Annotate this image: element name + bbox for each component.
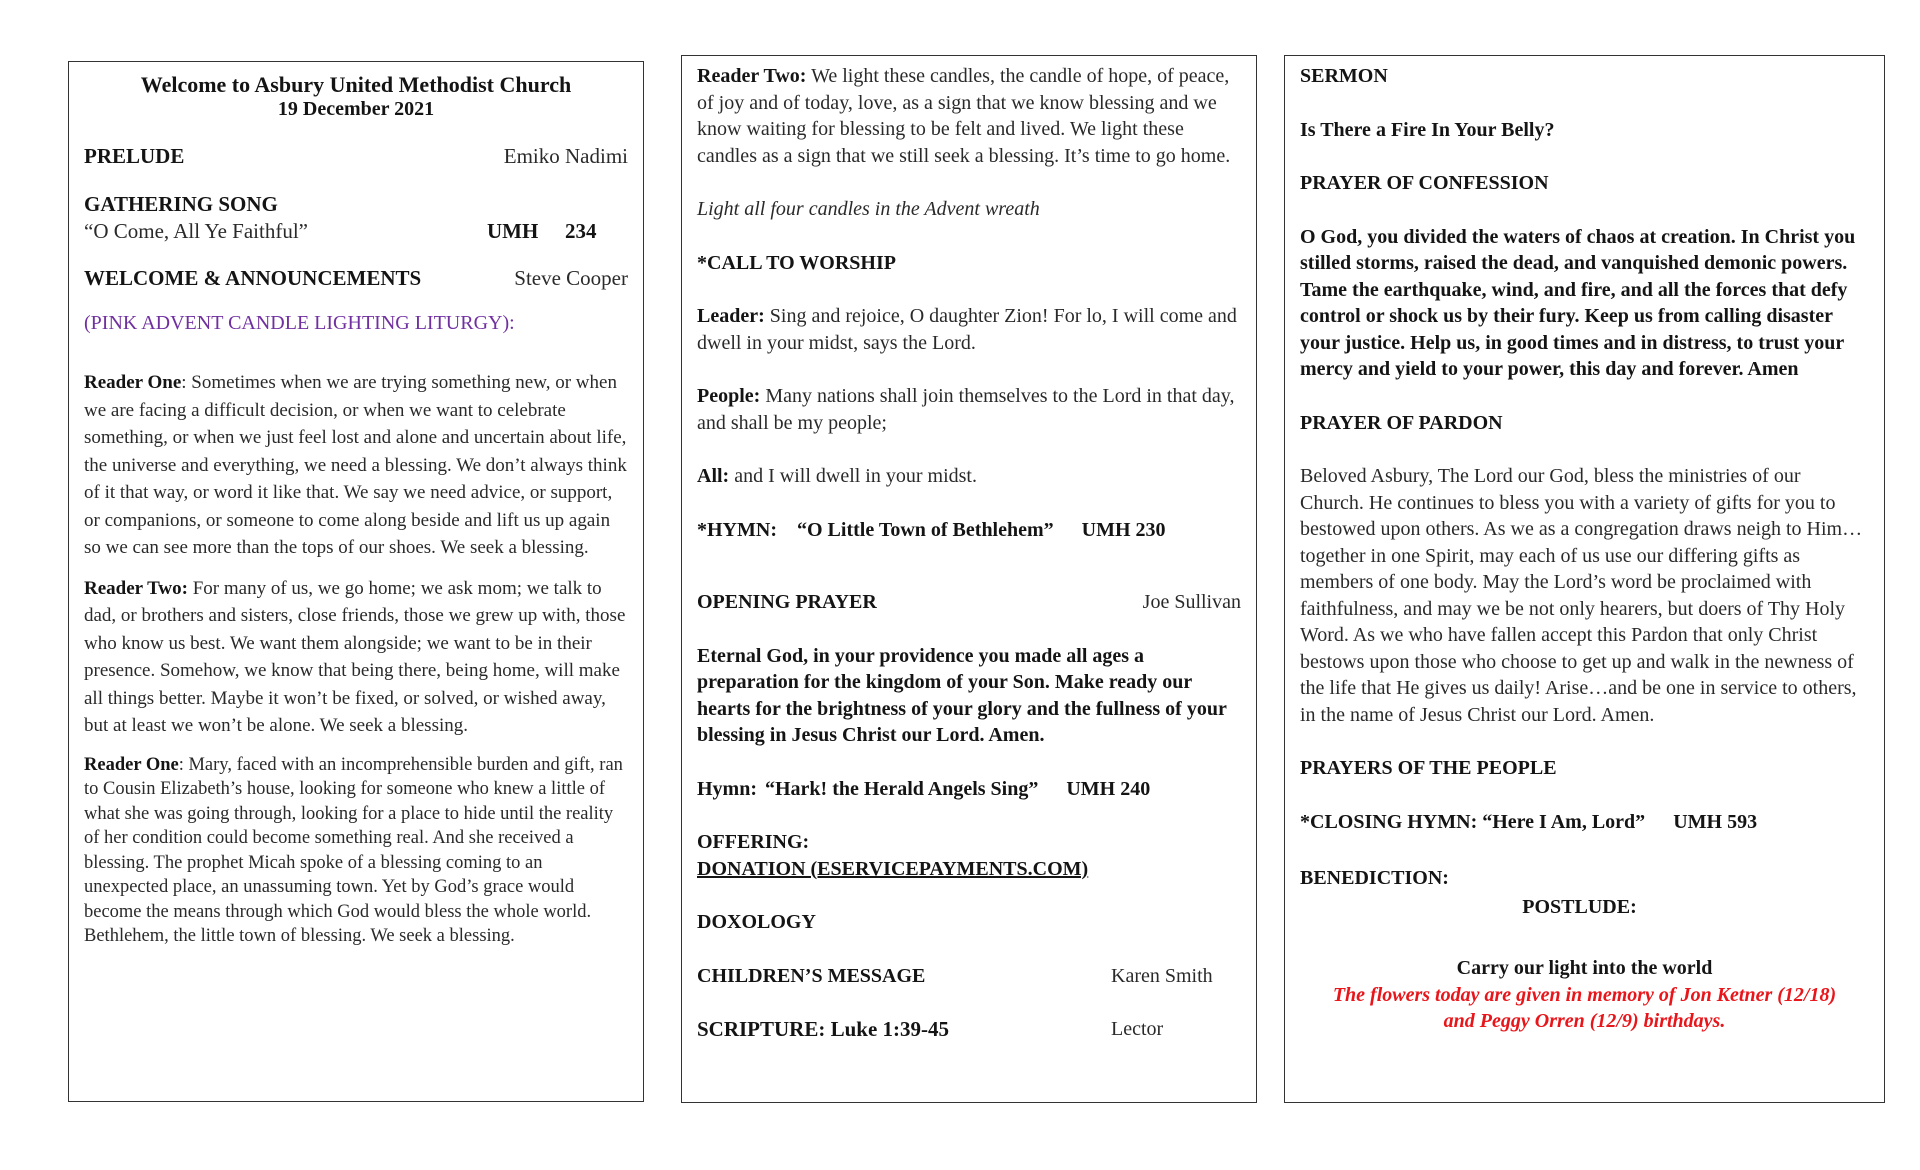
hymn-bethlehem-row	[697, 517, 1241, 544]
people-label: People:	[697, 385, 761, 408]
hymn-bethlehem-label: *HYMN:	[697, 518, 777, 541]
benediction-label: BENEDICTION:	[1300, 867, 1449, 889]
pardon-text: Beloved Asbury, The Lord our God, bless the ministries of our Church. He continues to bless you with a variety of gifts for you to bestowed upon others. As we as a congregation draws neigh to Him…together in one Spirit, may each of us use our differing gifts as members of one body. May the Lord’s word be proclaimed with faithfulness, and may we be not only hearers, but doers of Thy Holy Word. As we who have fallen accept this Pardon that only Christ bestows upon those who choose to get up and walk in the newness of the life that He gives us daily! Arise…and be one in service to others, in the name of Jesus Christ our Lord. Amen.	[1300, 465, 1863, 726]
reader-one-paragraph	[84, 369, 628, 562]
closing-hymn-label: *CLOSING HYMN: “Here I Am, Lord”	[1300, 810, 1646, 833]
sermon-title: Is There a Fire In Your Belly?	[1300, 118, 1555, 141]
light-candles-instruction: Light all four candles in the Advent wreath	[697, 198, 1040, 221]
reader-one-label: Reader One	[84, 372, 182, 393]
all-text: and I will dwell in your midst.	[729, 465, 977, 488]
reader-two-candles-label: Reader Two:	[697, 65, 807, 87]
confession-text: O God, you divided the waters of chaos at creation. In Christ you stilled storms, raised the dead, and vanquished demonic powers. Tame the earthquake, wind, and fire, and all the forces that defy control or shock us by their fury. Keep us from calling disaster your justice. Help us, in good times and in distress, to trust your mercy and yield to your power, this day and forever. Amen	[1300, 225, 1856, 380]
all-label: All:	[697, 465, 730, 488]
scripture-person: Lector	[1111, 1018, 1164, 1041]
gathering-song-row	[84, 218, 628, 245]
prelude-person: Emiko Nadimi	[503, 144, 628, 168]
bulletin-panel-middle	[681, 55, 1257, 1103]
call-to-worship-label: *CALL TO WORSHIP	[697, 251, 896, 274]
carry-light-line: Carry our light into the world	[1456, 957, 1713, 979]
reader-two-candles-text: We light these candles, the candle of hope, of peace, of joy and of today, love, as a sign that we know blessing and we know waiting for blessing to be felt and lived. We light these candles as a sign that we still seek a blessing. It’s time to go home.	[697, 65, 1231, 167]
hymn-bethlehem-number: UMH 230	[1081, 518, 1166, 541]
people-text: Many nations shall join themselves to the Lord in that day, and shall be my people;	[697, 385, 1235, 434]
welcome-person: Steve Cooper	[514, 266, 628, 290]
childrens-message-label: CHILDREN’S MESSAGE	[697, 964, 926, 987]
reader-one-text: : Sometimes when we are trying something new, or when we are facing a difficult decision, or when we want to celebrate something, or when we just feel lost and alone and uncertain about life, the universe and everything, we need a blessing. We don’t always think of it that way, or word it like that. We say we need advice, or support, or companions, or someone to come along beside and lift us up again so we can see more than the tops of our shoes. We seek a blessing.	[84, 372, 627, 558]
flowers-dedication: The flowers today are given in memory of Jon Ketner (12/18) and Peggy Orren (12/9) birthdays.	[1332, 983, 1837, 1032]
welcome-label: WELCOME & ANNOUNCEMENTS	[84, 266, 422, 290]
reader-one-second-paragraph	[84, 753, 628, 949]
reader-one-second-text: : Mary, faced with an incomprehensible burden and gift, ran to Cousin Elizabeth’s house, looking for someone who knew a little of what she was going through, looking for a place to hide until the reality of her condition could become something real. And she received a blessing. The prophet Micah spoke of a blessing coming to an unexpected place, an unassuming town. Yet by God’s grace would become the means through which God would bless the whole world. Bethlehem, the little town of blessing. We seek a blessing.	[84, 754, 623, 946]
closing-hymn-number: UMH 593	[1673, 810, 1758, 833]
welcome-row	[84, 265, 628, 292]
hymn-herald-label: Hymn:	[697, 777, 757, 800]
scripture-label: SCRIPTURE: Luke 1:39-45	[697, 1017, 950, 1042]
hymn-herald-title: “Hark! the Herald Angels Sing”	[765, 777, 1039, 800]
hymn-herald-row	[697, 776, 1241, 803]
prelude-label: PRELUDE	[84, 144, 185, 168]
reader-two-label: Reader Two:	[84, 577, 188, 599]
opening-prayer-label: OPENING PRAYER	[697, 591, 877, 614]
church-welcome-title: Welcome to Asbury United Methodist Church	[140, 72, 572, 97]
sermon-label: SERMON	[1300, 65, 1388, 87]
gathering-label: GATHERING SONG	[84, 192, 278, 216]
prelude-row	[84, 143, 628, 170]
leader-text: Sing and rejoice, O daughter Zion! For lo, I will come and dwell in your midst, says the Lord.	[697, 305, 1237, 354]
reader-two-paragraph	[84, 575, 628, 740]
childrens-message-person: Karen Smith	[1111, 964, 1213, 987]
childrens-message-row	[697, 963, 1241, 990]
people-line	[697, 383, 1241, 436]
donation-link[interactable]: DONATION (ESERVICEPAYMENTS.COM)	[697, 857, 1089, 880]
leader-label: Leader:	[697, 305, 765, 328]
hymn-bethlehem-title: “O Little Town of Bethlehem”	[796, 518, 1054, 541]
reader-two-candles-paragraph	[697, 63, 1241, 169]
closing-hymn-row	[1300, 809, 1869, 836]
opening-prayer-row	[697, 589, 1241, 616]
liturgy-title: (PINK ADVENT CANDLE LIGHTING LITURGY):	[84, 312, 515, 334]
opening-prayer-person: Joe Sullivan	[1142, 591, 1241, 614]
gathering-number: 234	[565, 219, 597, 243]
hymn-herald-number: UMH 240	[1066, 777, 1151, 800]
confession-label: PRAYER OF CONFESSION	[1300, 172, 1549, 194]
doxology-label: DOXOLOGY	[697, 911, 816, 934]
all-line	[697, 463, 1241, 490]
postlude-label: POSTLUDE:	[1522, 895, 1637, 918]
bulletin-panel-right	[1284, 55, 1885, 1103]
reader-one-second-label: Reader One	[84, 754, 179, 775]
prayers-people-label: PRAYERS OF THE PEOPLE	[1300, 757, 1557, 779]
leader-line	[697, 303, 1241, 356]
service-date: 19 December 2021	[277, 98, 435, 120]
bulletin-panel-left	[68, 61, 644, 1102]
gathering-song: “O Come, All Ye Faithful”	[84, 219, 308, 243]
gathering-book: UMH	[487, 219, 539, 243]
scripture-row	[697, 1016, 1241, 1043]
opening-prayer-text: Eternal God, in your providence you made all ages a preparation for the kingdom of your Son. Make ready our hearts for the brightness of your glory and the fullness of your blessing in Jesus Christ our Lord. Amen.	[697, 644, 1227, 747]
reader-two-text: For many of us, we go home; we ask mom; we talk to dad, or brothers and sisters, close friends, those we grew up with, those who know us best. We want them alongside; we want to be in their presence. Somehow, we know that being there, being home, will make all things better. Maybe it won’t be fixed, or solved, or wished away, but at least we won’t be alone. We seek a blessing.	[84, 577, 626, 736]
offering-label: OFFERING:	[697, 831, 810, 854]
pardon-label: PRAYER OF PARDON	[1300, 411, 1503, 434]
